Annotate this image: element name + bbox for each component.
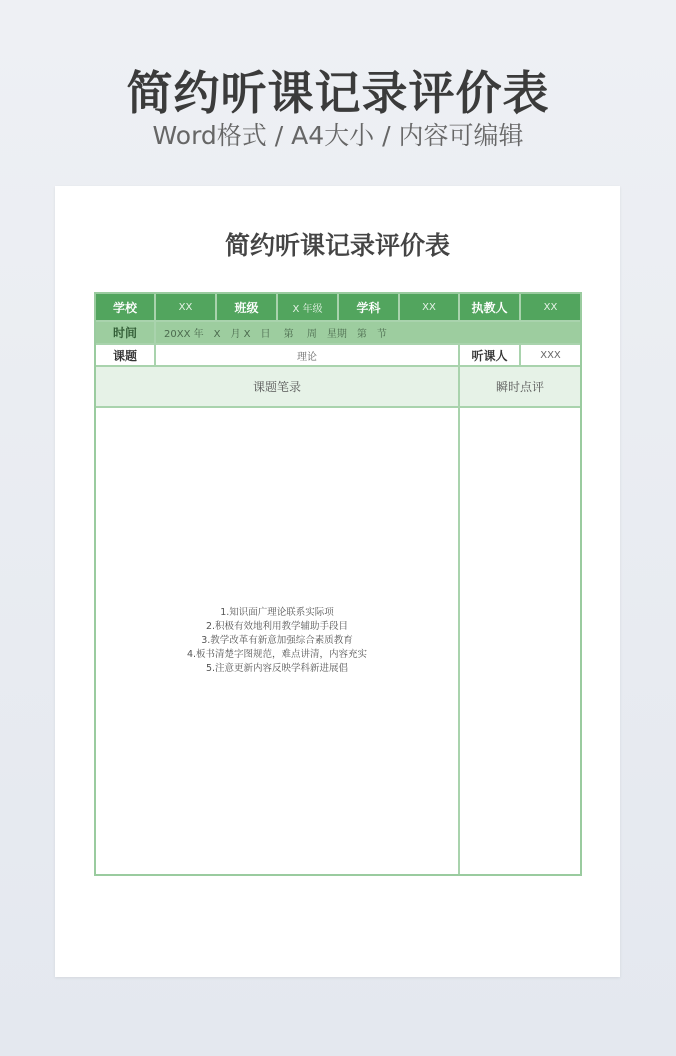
school-value[interactable]: XX — [156, 294, 215, 320]
tip-item: 3.教学改革有新意加强综合素质教育 — [201, 635, 353, 646]
topic-value[interactable]: 理论 — [156, 345, 458, 365]
school-label: 学校 — [96, 294, 154, 320]
notes-header: 课题笔录 — [96, 367, 458, 406]
evaluation-tips — [96, 606, 458, 676]
document-title: 简约听课记录评价表 — [224, 231, 450, 260]
hero-title: 简约听课记录评价表 — [126, 66, 550, 120]
grid-line — [519, 294, 521, 320]
time-label: 时间 — [96, 322, 154, 343]
comments-area[interactable] — [460, 408, 580, 874]
teacher-label: 执教人 — [460, 294, 519, 320]
listener-value[interactable]: XXX — [521, 345, 580, 365]
class-label: 班级 — [217, 294, 276, 320]
subject-value[interactable]: XX — [400, 294, 458, 320]
grid-line — [215, 294, 217, 320]
topic-label: 课题 — [96, 345, 154, 365]
tip-item: 1.知识面广理论联系实际项 — [220, 607, 334, 618]
grid-line — [96, 320, 580, 322]
teacher-value[interactable]: XX — [521, 294, 580, 320]
grid-line — [337, 294, 339, 320]
hero-subtitle: Word格式 / A4大小 / 内容可编辑 — [152, 121, 524, 150]
tip-item: 2.积极有效地利用教学辅助手段目 — [205, 621, 349, 632]
time-value[interactable]: 20XX 年 X 月 X 日 第 周 星期 第 节 — [156, 322, 580, 343]
grid-line — [458, 294, 460, 320]
grid-line — [519, 343, 521, 365]
subject-label: 学科 — [339, 294, 398, 320]
class-value[interactable]: X 年级 — [278, 294, 337, 320]
grid-line — [276, 294, 278, 320]
grid-line — [96, 343, 580, 345]
listener-label: 听课人 — [460, 345, 519, 365]
tip-item: 5.注意更新内容反映学科新进展倡 — [205, 663, 349, 674]
grid-line — [96, 365, 580, 367]
tip-item: 4.板书清楚字图规范，难点讲清，内容充实 — [186, 649, 368, 660]
comments-header: 瞬时点评 — [460, 367, 580, 406]
grid-line — [398, 294, 400, 320]
grid-line — [154, 294, 156, 320]
